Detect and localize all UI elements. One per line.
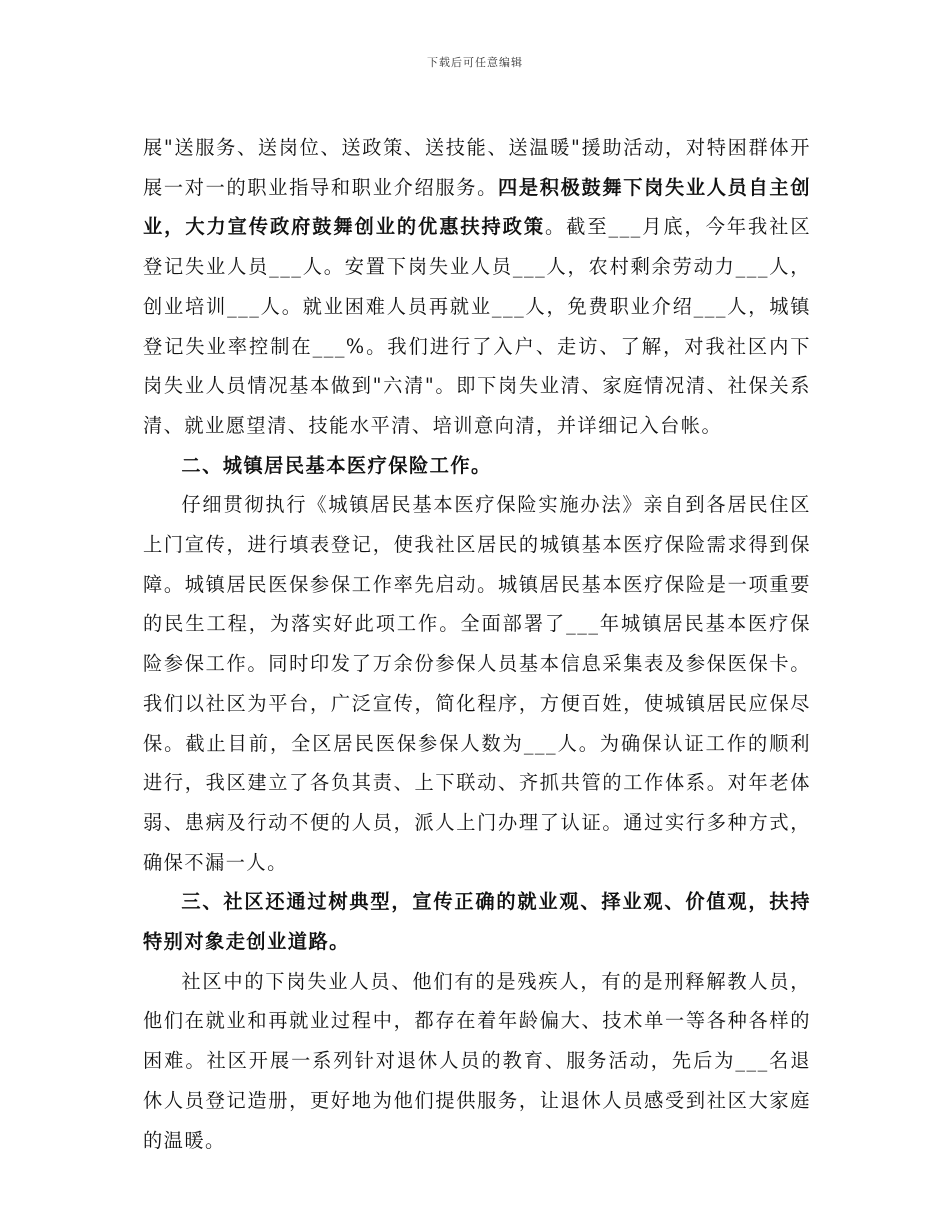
paragraph-tail-text: 。截至___月底，今年我社区登记失业人员___人。安置下岗失业人员___人，农村剩余劳动力___人，创业培训___人。就业困难人员再就业___人，免费职业介绍___人，城镇登记失业率控制在___%。我们进行了入户、走访、了解，对我社区内下岗失业人员情况基本做到"六清"。即下岗失业清、家庭情况清、社保关系清、就业愿望清、技能水平清、培训意向清，并详细记入台帐。 [143,215,812,437]
section-heading-role-models: 三、社区还通过树典型，宣传正确的就业观、择业观、价值观，扶持特别对象走创业道路。 [143,890,811,954]
document-body [143,128,811,1160]
paragraph-lead-text: 展"送服务、送岗位、送政策、送技能、送温暖"援助活动，对特困群体开展一对一的职业指导和职业介绍服务。 [143,136,811,199]
page-header-note: 下载后可任意编辑 [427,56,523,69]
paragraph-retiree-services: 社区中的下岗失业人员、他们有的是残疾人，有的是刑释解教人员，他们在就业和再就业过程中，都存在着年龄偏大、技术单一等各种各样的困难。社区开展一系列针对退休人员的教育、服务活动，先后为___名退休人员登记造册，更好地为他们提供服务，让退休人员感受到社区大家庭的温暖。 [143,969,811,1152]
paragraph-medical-insurance: 仔细贯彻执行《城镇居民基本医疗保险实施办法》亲自到各居民住区上门宣传，进行填表登记，使我社区居民的城镇基本医疗保险需求得到保障。城镇居民医保参保工作率先启动。城镇居民基本医疗保险是一项重要的民生工程，为落实好此项工作。全面部署了___年城镇居民基本医疗保险参保工作。同时印发了万余份参保人员基本信息采集表及参保医保卡。我们以社区为平台，广泛宣传，简化程序，方便百姓，使城镇居民应保尽保。截止目前，全区居民医保参保人数为___人。为确保认证工作的顺利进行，我区建立了各负其责、上下联动、齐抓共管的工作体系。对年老体弱、患病及行动不便的人员，派人上门办理了认证。通过实行多种方式，确保不漏一人。 [143,493,811,874]
paragraph-employment-assistance [143,128,811,446]
section-heading-medical-insurance: 二、城镇居民基本医疗保险工作。 [181,453,492,477]
paragraph-bold-emphasis: 四是积极鼓舞下岗失业人员自主创业，大力宣传政府鼓舞创业的优惠扶持政策 [143,175,812,239]
